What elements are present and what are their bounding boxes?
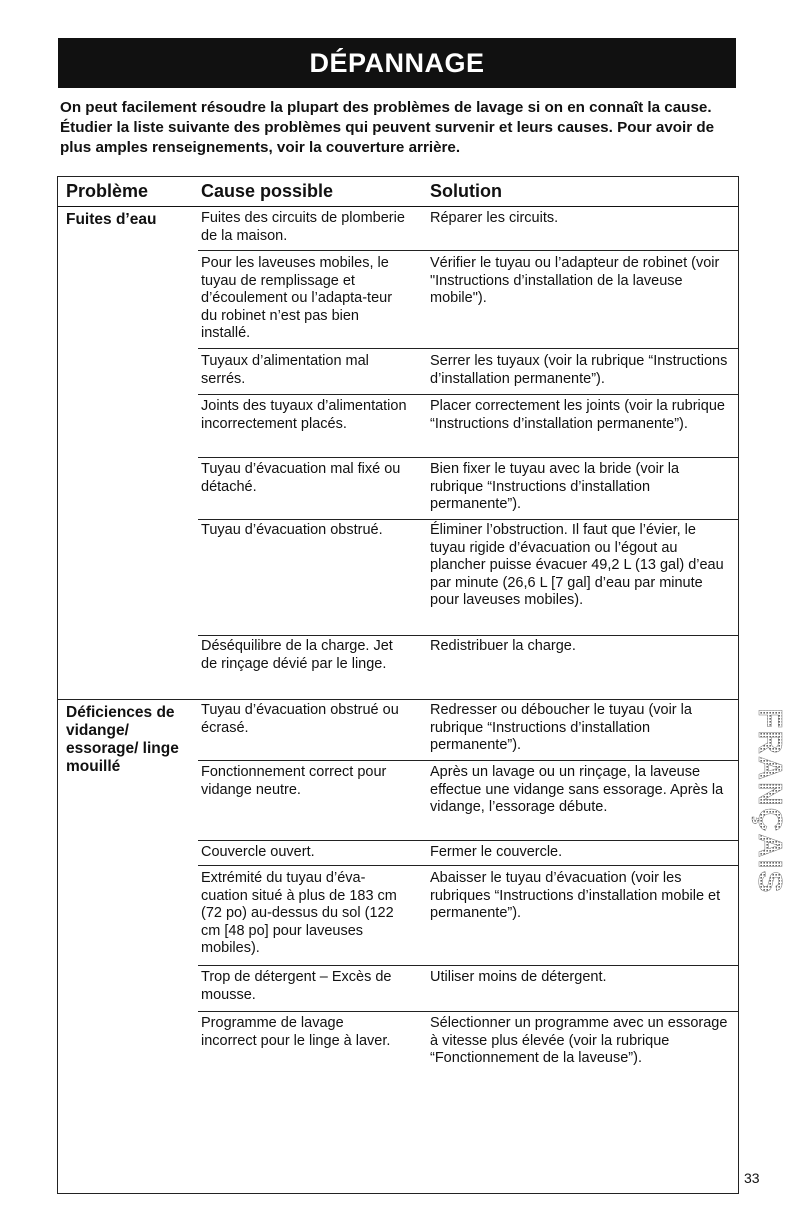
- table-row-solution: Placer correctement les joints (voir la rubrique “Instructions d’installation permanente”).: [430, 398, 725, 432]
- table-row-cause: Fonctionnement correct pour vidange neutre.: [201, 764, 387, 798]
- table-row-solution: Serrer les tuyaux (voir la rubrique “Instructions d’installation permanente”).: [430, 353, 728, 387]
- page-number: 33: [744, 1170, 760, 1186]
- header-cause: Cause possible: [201, 181, 334, 201]
- row-divider: [198, 519, 738, 520]
- table-row-solution: Éliminer l’obstruction. Il faut que l’évier, le tuyau rigide d’évacuation ou l’égout au plancher puisse évacuer 49,2 L (13 gal) d’eau par minute (26,6 L [7 gal] d’eau par minute pour laveuses mobiles).: [430, 522, 724, 609]
- table-row-solution: Redresser ou déboucher le tuyau (voir la rubrique “Instructions d’installation permanente”).: [430, 702, 692, 754]
- table-row-solution: Abaisser le tuyau d’évacuation (voir les rubriques “Instructions d’installation mobile et permanente”).: [430, 870, 721, 922]
- table-row-cause: Tuyau d’évacuation obstrué ou écrasé.: [201, 702, 399, 736]
- side-language-text: FRANÇAIS: [752, 708, 789, 895]
- table-row-solution: Réparer les circuits.: [430, 210, 559, 226]
- page-title-banner: [58, 38, 736, 88]
- table-row-solution: Après un lavage ou un rinçage, la laveuse effectue une vidange sans essorage. Après la vidange, l’essorage débute.: [430, 764, 724, 816]
- table-row-cause: Couvercle ouvert.: [201, 844, 315, 860]
- table-row-solution: Sélectionner un programme avec un essorage à vitesse plus élevée (voir la rubrique “Fonctionnement de la laveuse”).: [430, 1015, 728, 1067]
- row-divider: [198, 865, 738, 866]
- row-divider: [198, 348, 738, 349]
- table-row-cause: Fuites des circuits de plomberie de la maison.: [201, 210, 405, 244]
- row-divider: [198, 457, 738, 458]
- table-row-cause: Tuyau d’évacuation obstrué.: [201, 522, 383, 538]
- table-row-solution: Vérifier le tuyau ou l’adapteur de robinet (voir "Instructions d’installation de la laveuse mobile").: [430, 255, 720, 307]
- row-divider: [198, 635, 738, 636]
- table-row-cause: Tuyaux d’alimentation mal serrés.: [201, 353, 369, 387]
- table-row-cause: Pour les laveuses mobiles, le tuyau de remplissage et d’écoulement ou l’adapta-teur du robinet n’est pas bien installé.: [201, 255, 393, 342]
- group-divider: [58, 699, 738, 700]
- row-divider: [198, 250, 738, 251]
- table-row-cause: Trop de détergent – Excès de mousse.: [201, 969, 392, 1003]
- table-row-cause: Déséquilibre de la charge. Jet de rinçage dévié par le linge.: [201, 638, 393, 672]
- header-problem: Problème: [66, 181, 149, 201]
- table-row-solution: Bien fixer le tuyau avec la bride (voir la rubrique “Instructions d’installation permanente”).: [430, 461, 680, 513]
- page-title: DÉPANNAGE: [309, 47, 485, 78]
- header-solution: Solution: [430, 181, 502, 201]
- side-language-label: [738, 700, 789, 920]
- table-row-solution: Redistribuer la charge.: [430, 638, 576, 654]
- header-divider: [58, 206, 738, 207]
- table-row-cause: Tuyau d’évacuation mal fixé ou détaché.: [201, 461, 401, 495]
- row-divider: [198, 1011, 738, 1012]
- row-divider: [198, 394, 738, 395]
- intro-paragraph: On peut facilement résoudre la plupart des problèmes de lavage si on en connaît la cause. Étudier la liste suivante des problèmes qui peuvent survenir et leurs causes. Pour avoir de plus amples renseignements, voir la couverture arrière.: [60, 99, 715, 156]
- table-row-solution: Utiliser moins de détergent.: [430, 969, 607, 985]
- table-row-cause: Programme de lavage incorrect pour le linge à laver.: [201, 1015, 391, 1049]
- row-divider: [198, 840, 738, 841]
- row-divider: [198, 760, 738, 761]
- table-row-cause: Extrémité du tuyau d’éva-cuation situé à plus de 183 cm (72 po) au-dessus du sol (122 cm [48 po] pour laveuses mobiles).: [201, 870, 397, 957]
- table-row-cause: Joints des tuyaux d’alimentation incorrectement placés.: [201, 398, 407, 432]
- problem-drain-spin: Déficiences de vidange/ essorage/ linge mouillé: [66, 704, 179, 775]
- table-row-solution: Fermer le couvercle.: [430, 844, 563, 860]
- troubleshooting-table: [57, 176, 739, 1194]
- row-divider: [198, 965, 738, 966]
- problem-leaks: Fuites d’eau: [66, 211, 157, 228]
